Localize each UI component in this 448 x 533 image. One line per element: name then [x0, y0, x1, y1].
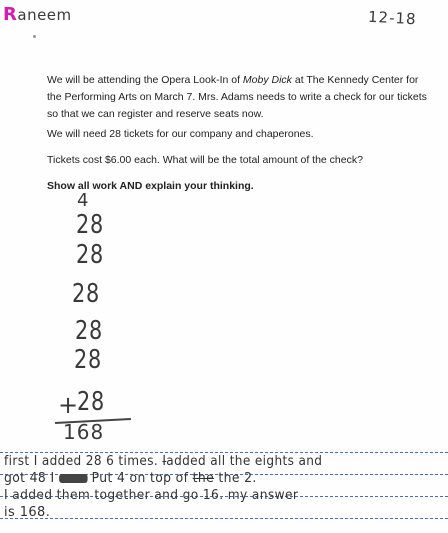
plus-sign: + [58, 391, 79, 419]
carry-digit: 4 [77, 190, 89, 211]
problem-paragraph-2: We will need 28 tickets for our company and chaperones. [47, 128, 314, 140]
explanation-line-4: is 168. [4, 505, 51, 520]
student-work-addition [55, 190, 155, 450]
addend-2: 28 [76, 240, 105, 270]
student-name [3, 4, 72, 25]
addend-4: 28 [75, 316, 104, 346]
explanation-area [0, 448, 448, 533]
addend-3: 28 [72, 279, 101, 309]
explanation-line-2: got 48 I Put 4 on top of the the 2. [4, 471, 257, 486]
handwritten-date: 12-18 [367, 7, 418, 29]
opera-title: Moby Dick [242, 74, 292, 86]
student-name-initial: R [3, 4, 18, 25]
explanation-line-3: I added them together and go 16. my answer [4, 488, 299, 503]
student-name-rest: aneem [17, 6, 72, 24]
addend-5: 28 [74, 345, 103, 375]
addend-6: 28 [77, 387, 106, 417]
problem-paragraph-1: We will be attending the Opera Look-In of Moby Dick at The Kennedy Center for the Performing Arts on March 7. Mrs. Adams needs to write a check for our tickets so that we can register and reserve seats now. [47, 74, 427, 120]
scribbled-out-word [59, 474, 88, 483]
sum-result: 168 [63, 420, 105, 444]
ruled-line [0, 518, 448, 519]
problem-instructions: Show all work AND explain your thinking. [47, 180, 254, 192]
ruled-line [0, 452, 448, 453]
addend-1: 28 [76, 210, 105, 240]
explanation-line-1: first I added 28 6 times. Iadded all the eights and [4, 454, 323, 469]
stray-mark [33, 35, 36, 38]
problem-paragraph-3: Tickets cost $6.00 each. What will be the total amount of the check? [47, 154, 363, 166]
